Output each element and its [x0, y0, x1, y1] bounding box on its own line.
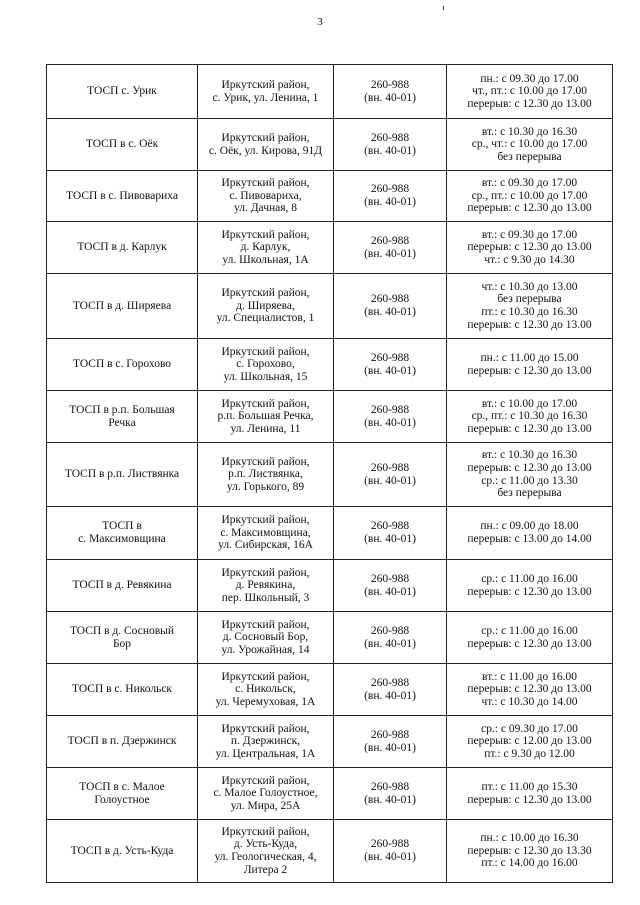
schedule-line: ср., пт.: с 10.30 до 16.30 [471, 410, 588, 423]
table-row [47, 222, 613, 274]
phone-cell [334, 664, 447, 716]
address-line: д. Ширяева, [236, 299, 295, 312]
address-cell [198, 768, 334, 820]
phone-cell [334, 339, 447, 391]
schedule-cell [447, 171, 613, 222]
phone-line: (вн. 40-01) [364, 793, 416, 806]
address-line: пер. Школьный, 3 [221, 591, 310, 604]
address-line: Иркутский район, [221, 618, 310, 631]
phone-line: (вн. 40-01) [364, 196, 416, 208]
phone-cell [334, 391, 447, 443]
table-row [47, 119, 613, 171]
schedule-cell [447, 768, 613, 820]
phone-cell [334, 119, 447, 171]
phone-cell [334, 274, 447, 339]
phone-line: 260-988 [370, 624, 410, 637]
phone-line: 260-988 [370, 351, 410, 364]
address-line: с. Горохово, [236, 358, 295, 371]
table-row [47, 560, 613, 612]
address-line: р.п. Большая Речка, [217, 410, 314, 423]
address-line: ул. Специалистов, 1 [216, 312, 315, 325]
address-line: Иркутский район, [221, 566, 310, 579]
office-name-line: ТОСП в р.п. Большая [69, 403, 175, 416]
schedule-line: ср.: с 11.00 до 13.30 [481, 474, 578, 487]
schedule-line: пт.: с 14.00 до 16.00 [481, 857, 578, 870]
schedule-line: пт.: с 10.30 до 16.30 [481, 306, 578, 318]
schedule-cell [447, 339, 613, 391]
address-cell [198, 612, 334, 664]
address-cell [198, 443, 334, 507]
address-line: с. Никольск, [235, 683, 296, 696]
phone-line: 260-988 [370, 780, 410, 793]
address-line: Иркутский район, [221, 825, 310, 838]
table-row [47, 716, 613, 768]
phone-line: (вн. 40-01) [364, 416, 416, 429]
scan-mark [443, 6, 444, 10]
address-cell [198, 391, 334, 443]
address-line: Иркутский район, [221, 287, 310, 300]
address-line: с. Пивовариха, [229, 189, 302, 202]
office-name-cell [47, 507, 198, 560]
schedule-cell [447, 119, 613, 171]
phone-line: (вн. 40-01) [364, 144, 416, 157]
office-name-line: ТОСП в р.п. Листвянка [64, 468, 180, 481]
office-name-line: ТОСП в с. Пивовариха [66, 189, 178, 202]
address-line: Иркутский район, [221, 177, 310, 190]
schedule-line: чт., пт.: с 10.00 до 17.00 [472, 85, 587, 98]
office-name-line: ТОСП в с. Малое [79, 780, 165, 793]
phone-line: (вн. 40-01) [364, 851, 416, 863]
address-cell [198, 507, 334, 560]
schedule-line: пт.: с 9.30 до 12.00 [484, 747, 575, 760]
schedule-line: ср.: с 09.30 до 17.00 [481, 722, 578, 735]
table-row [47, 65, 613, 119]
phone-line: 260-988 [370, 403, 410, 416]
schedule-line: вт.: с 10.00 до 17.00 [481, 397, 578, 410]
address-line: д. Ревякина, [235, 579, 296, 592]
address-line: с. Малое Голоустное, [213, 787, 318, 800]
table-row [47, 820, 613, 883]
schedule-line: вт.: с 10.30 до 16.30 [481, 449, 578, 462]
phone-cell [334, 443, 447, 507]
schedule-line: перерыв: с 12.30 до 13.00 [467, 241, 592, 254]
address-line: ул. Сибирская, 16А [218, 539, 313, 552]
office-name-cell [47, 443, 198, 507]
address-cell [198, 560, 334, 612]
table-row [47, 507, 613, 560]
schedule-cell [447, 560, 613, 612]
schedule-line: перерыв: с 12.30 до 13.00 [467, 97, 592, 110]
address-line: д. Усть-Куда, [233, 838, 298, 851]
schedule-cell [447, 443, 613, 507]
office-name-cell [47, 560, 198, 612]
address-line: ул. Мира, 25А [230, 799, 301, 812]
table-row [47, 339, 613, 391]
address-line: Иркутский район, [221, 774, 310, 787]
schedule-line: пн.: с 11.00 до 15.00 [480, 351, 579, 364]
schedule-cell [447, 716, 613, 768]
address-line: ул. Центральная, 1А [215, 747, 316, 760]
table-row [47, 664, 613, 716]
office-name-line: ТОСП в п. Дзержинск [67, 735, 177, 748]
address-cell [198, 274, 334, 339]
schedule-line: перерыв: с 12.00 до 13.00 [467, 735, 592, 748]
phone-line: 260-988 [370, 183, 410, 196]
page-number: 3 [317, 16, 323, 28]
office-name-cell [47, 716, 198, 768]
schedule-line: без перерыва [497, 150, 562, 163]
address-line: Иркутский район, [221, 131, 310, 144]
schedule-line: вт.: с 09.30 до 17.00 [481, 177, 578, 190]
phone-cell [334, 716, 447, 768]
schedule-line: без перерыва [497, 487, 562, 500]
schedule-line: ср., чт.: с 10.00 до 17.00 [471, 138, 588, 151]
address-cell [198, 171, 334, 222]
schedule-line: без перерыва [497, 293, 562, 306]
table-body [47, 65, 613, 883]
address-line: ул. Геологическая, 4, [214, 851, 317, 863]
office-name-line: ТОСП в д. Ширяева [72, 299, 172, 312]
address-line: д. Сосновый Бор, [222, 631, 309, 644]
table-row [47, 768, 613, 820]
phone-cell [334, 507, 447, 560]
address-line: ул. Черемуховая, 1А [215, 695, 316, 708]
schedule-cell [447, 222, 613, 274]
address-line: Иркутский район, [221, 670, 310, 683]
phone-cell [334, 222, 447, 274]
office-name-cell [47, 391, 198, 443]
address-line: ул. Горького, 89 [226, 480, 305, 493]
address-line: р.п. Листвянка, [228, 468, 303, 481]
office-name-cell [47, 222, 198, 274]
phone-line: 260-988 [370, 234, 410, 247]
address-line: ул. Школьная, 15 [223, 370, 308, 383]
schedule-line: перерыв: с 12.30 до 13.00 [467, 202, 592, 215]
phone-line: 260-988 [370, 131, 410, 144]
address-line: с. Оёк, ул. Кирова, 91Д [208, 144, 323, 157]
address-cell [198, 65, 334, 119]
address-cell [198, 820, 334, 883]
office-name-line: Бор [112, 637, 132, 650]
address-line: с. Урик, ул. Ленина, 1 [212, 91, 319, 104]
schedule-line: пн.: с 09.30 до 17.00 [480, 72, 579, 85]
schedule-line: перерыв: с 12.30 до 13.00 [467, 422, 592, 435]
schedule-line: перерыв: с 12.30 до 13.00 [467, 637, 592, 650]
office-name-line: ТОСП в с. Горохово [72, 358, 172, 371]
phone-line: (вн. 40-01) [364, 689, 416, 702]
address-cell [198, 222, 334, 274]
schedule-line: вт.: с 10.30 до 16.30 [481, 125, 578, 138]
office-name-line: ТОСП в с. Оёк [85, 138, 159, 151]
phone-line: (вн. 40-01) [364, 585, 416, 598]
schedule-cell [447, 820, 613, 883]
address-line: Иркутский район, [221, 397, 310, 410]
address-line: Иркутский район, [221, 514, 310, 527]
address-line: ул. Урожайная, 14 [221, 643, 310, 656]
office-name-line: ТОСП в д. Карлук [77, 241, 167, 254]
table-row [47, 443, 613, 507]
office-name-cell [47, 171, 198, 222]
address-line: Иркутский район, [221, 345, 310, 358]
schedule-line: перерыв: с 12.30 до 13.00 [467, 364, 592, 377]
schedule-line: ср.: с 11.00 до 16.00 [481, 572, 578, 585]
phone-line: 260-988 [370, 838, 410, 851]
office-name-line: Голоустное [94, 793, 150, 806]
address-line: Иркутский район, [221, 455, 310, 468]
phone-cell [334, 65, 447, 119]
address-line: п. Дзержинск, [230, 735, 301, 748]
phone-line: (вн. 40-01) [364, 247, 416, 260]
address-cell [198, 119, 334, 171]
schedule-line: перерыв: с 12.30 до 13.00 [467, 461, 592, 474]
schedule-cell [447, 391, 613, 443]
schedule-line: перерыв: с 12.30 до 13.00 [467, 318, 592, 331]
schedule-cell [447, 507, 613, 560]
office-name-line: ТОСП в [102, 520, 142, 533]
phone-line: (вн. 40-01) [364, 306, 416, 318]
office-name-line: Речка [108, 416, 136, 429]
phone-line: 260-988 [370, 520, 410, 533]
schedule-line: вт.: с 09.30 до 17.00 [481, 228, 578, 241]
schedule-line: ср.: с 11.00 до 16.00 [481, 624, 578, 637]
address-line: с. Максимовщина, [220, 526, 311, 539]
office-name-cell [47, 119, 198, 171]
table-row [47, 391, 613, 443]
schedule-line: перерыв: с 12.30 до 13.00 [467, 683, 592, 696]
phone-cell [334, 612, 447, 664]
office-name-line: ТОСП в д. Ревякина [72, 579, 172, 592]
address-line: Литера 2 [243, 863, 288, 876]
phone-line: (вн. 40-01) [364, 364, 416, 377]
phone-line: (вн. 40-01) [364, 637, 416, 650]
address-cell [198, 716, 334, 768]
office-name-cell [47, 768, 198, 820]
schedule-line: чт.: с 9.30 до 14.30 [484, 253, 575, 266]
schedule-line: вт.: с 11.00 до 16.00 [482, 670, 577, 683]
table-row [47, 274, 613, 339]
schedule-line: перерыв: с 13.00 до 14.00 [467, 533, 592, 545]
schedule-line: пн.: с 10.00 до 16.30 [480, 832, 579, 845]
schedule-line: чт.: с 10.30 до 14.00 [481, 695, 578, 708]
schedule-line: перерыв: с 12.30 до 13.30 [467, 844, 592, 857]
schedule-line: перерыв: с 12.30 до 13.00 [467, 585, 592, 598]
address-line: д. Карлук, [240, 241, 291, 254]
table-row [47, 612, 613, 664]
phone-cell [334, 820, 447, 883]
office-name-cell [47, 65, 198, 119]
office-name-cell [47, 820, 198, 883]
schedule-line: ср., пт.: с 10.00 до 17.00 [471, 189, 588, 202]
office-name-cell [47, 274, 198, 339]
phone-line: 260-988 [370, 293, 410, 306]
phone-cell [334, 171, 447, 222]
office-name-line: ТОСП в д. Сосновый [69, 624, 175, 637]
phone-line: (вн. 40-01) [364, 91, 416, 104]
office-name-cell [47, 612, 198, 664]
address-cell [198, 664, 334, 716]
table-row [47, 171, 613, 222]
phone-line: 260-988 [370, 676, 410, 689]
address-line: Иркутский район, [221, 78, 310, 91]
address-line: ул. Ленина, 11 [230, 422, 301, 435]
schedule-line: перерыв: с 12.30 до 13.00 [467, 793, 592, 806]
phone-line: (вн. 40-01) [364, 741, 416, 754]
office-name-cell [47, 664, 198, 716]
office-name-line: ТОСП в д. Усть-Куда [70, 844, 174, 857]
address-line: Иркутский район, [221, 228, 310, 241]
phone-line: (вн. 40-01) [364, 474, 416, 487]
schedule-cell [447, 274, 613, 339]
address-line: ул. Дачная, 8 [233, 202, 298, 215]
phone-cell [334, 560, 447, 612]
office-name-line: с. Максимовщина [78, 533, 166, 545]
offices-table [46, 64, 613, 883]
phone-line: 260-988 [370, 461, 410, 474]
phone-line: (вн. 40-01) [364, 533, 416, 545]
schedule-line: пн.: с 09.00 до 18.00 [480, 520, 579, 533]
address-line: Иркутский район, [221, 722, 310, 735]
office-name-line: ТОСП с. Урик [87, 85, 157, 98]
office-name-line: ТОСП в с. Никольск [71, 683, 173, 696]
office-name-cell [47, 339, 198, 391]
schedule-cell [447, 612, 613, 664]
schedule-line: пт.: с 11.00 до 15.30 [481, 780, 578, 793]
phone-line: 260-988 [370, 572, 410, 585]
phone-cell [334, 768, 447, 820]
address-cell [198, 339, 334, 391]
phone-line: 260-988 [370, 78, 410, 91]
schedule-cell [447, 664, 613, 716]
schedule-line: чт.: с 10.30 до 13.00 [481, 280, 578, 293]
schedule-cell [447, 65, 613, 119]
address-line: ул. Школьная, 1А [222, 253, 309, 266]
phone-line: 260-988 [370, 728, 410, 741]
